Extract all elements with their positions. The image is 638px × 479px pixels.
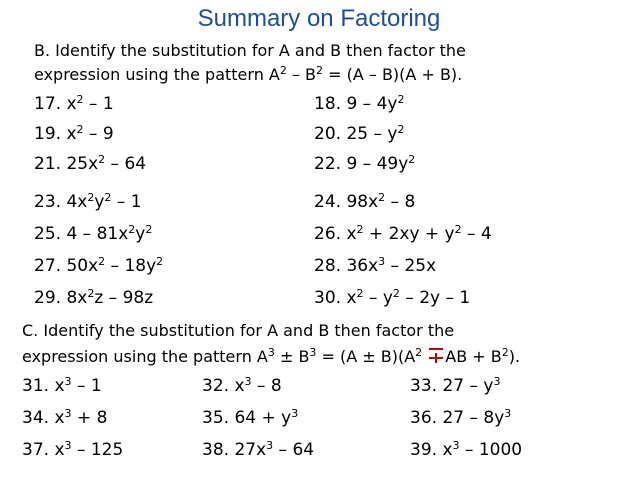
expr: – y	[363, 288, 393, 308]
expr: – 1	[111, 192, 142, 212]
problem-number: 19.	[34, 124, 62, 144]
expr: z – 98z	[94, 288, 154, 308]
problem-18	[314, 92, 404, 116]
problem-24	[314, 190, 415, 214]
expr: 27 – 8y	[442, 408, 505, 428]
exponent: 2	[316, 64, 324, 77]
exponent: 3	[266, 439, 274, 452]
problem-number: 36.	[410, 408, 438, 428]
pattern-text: – B	[286, 65, 317, 84]
exponent: 3	[378, 255, 386, 268]
exponent: 3	[64, 407, 72, 420]
page-title: Summary on Factoring	[197, 5, 441, 32]
problem-number: 24.	[314, 192, 342, 212]
expr: – 2y – 1	[399, 288, 471, 308]
problem-23	[34, 190, 142, 214]
exponent: 2	[76, 123, 84, 136]
expr: 9 – 49y	[346, 154, 409, 174]
exponent: 2	[397, 123, 405, 136]
exponent: 2	[415, 346, 423, 359]
section-c-instruction-line-1: C. Identify the substitution for A and B then factor the	[22, 321, 455, 340]
expr: + 8	[71, 408, 108, 428]
expr: 25 – y	[346, 124, 398, 144]
section-b-instruction-line-2	[34, 64, 462, 86]
problem-39	[410, 438, 522, 462]
expr: – 1	[83, 94, 114, 114]
problem-25	[34, 222, 152, 246]
exponent: 2	[356, 287, 364, 300]
exponent: 3	[504, 407, 512, 420]
expr: 50x	[66, 256, 99, 276]
exponent: 2	[408, 153, 416, 166]
expr: 64 + y	[234, 408, 292, 428]
expr: – 4	[461, 224, 492, 244]
expr: – 1000	[459, 440, 523, 460]
section-b-instruction-line-1: B. Identify the substitution for A and B then factor the	[34, 41, 466, 60]
pattern-text: expression using the pattern A	[34, 65, 280, 84]
exponent: 2	[454, 223, 462, 236]
expr: – 9	[83, 124, 114, 144]
exponent: 3	[452, 439, 460, 452]
problem-number: 22.	[314, 154, 342, 174]
expr: x	[346, 224, 357, 244]
problem-number: 23.	[34, 192, 62, 212]
expr: – 64	[105, 154, 147, 174]
expr: x	[54, 440, 65, 460]
exponent: 2	[87, 287, 95, 300]
problem-number: 18.	[314, 94, 342, 114]
problem-number: 38.	[202, 440, 230, 460]
expr: + 2xy + y	[363, 224, 455, 244]
expr: – 18y	[105, 256, 157, 276]
problem-29	[34, 286, 153, 310]
problem-number: 29.	[34, 288, 62, 308]
pattern-text: AB + B	[445, 347, 502, 366]
problem-26	[314, 222, 492, 246]
pattern-text: expression using the pattern A	[22, 347, 268, 366]
exponent: 3	[291, 407, 299, 420]
problem-30	[314, 286, 470, 310]
exponent: 3	[64, 439, 72, 452]
expr: y	[135, 224, 146, 244]
problem-38	[202, 438, 314, 462]
problem-27	[34, 254, 163, 278]
problem-31	[22, 374, 102, 398]
problem-number: 32.	[202, 376, 230, 396]
expr: – 64	[273, 440, 315, 460]
problem-number: 37.	[22, 440, 50, 460]
problem-35	[202, 406, 298, 430]
problem-number: 39.	[410, 440, 438, 460]
problem-22	[314, 152, 415, 176]
exponent: 3	[244, 375, 252, 388]
expr: 36x	[346, 256, 379, 276]
exponent: 2	[98, 255, 106, 268]
expr: – 8	[251, 376, 282, 396]
expr: x	[346, 288, 357, 308]
expr: 27 – y	[442, 376, 494, 396]
problem-33	[410, 374, 500, 398]
problem-number: 31.	[22, 376, 50, 396]
expr: y	[94, 192, 105, 212]
expr: – 8	[385, 192, 416, 212]
exponent: 2	[128, 223, 136, 236]
problem-number: 21.	[34, 154, 62, 174]
section-c-instruction-line-2	[22, 345, 520, 368]
expr: x	[234, 376, 245, 396]
problem-37	[22, 438, 123, 462]
problem-number: 28.	[314, 256, 342, 276]
problem-number: 26.	[314, 224, 342, 244]
problem-32	[202, 374, 282, 398]
expr: x	[66, 94, 77, 114]
exponent: 3	[309, 346, 317, 359]
problem-number: 35.	[202, 408, 230, 428]
exponent: 2	[392, 287, 400, 300]
expr: – 125	[71, 440, 124, 460]
expr: 9 – 4y	[346, 94, 398, 114]
expr: 98x	[346, 192, 379, 212]
problem-number: 34.	[22, 408, 50, 428]
problem-21	[34, 152, 146, 176]
pattern-text: ).	[508, 347, 521, 366]
exponent: 2	[378, 191, 386, 204]
minus-plus-sign	[427, 345, 445, 365]
expr: 4x	[66, 192, 88, 212]
problem-number: 17.	[34, 94, 62, 114]
problem-19	[34, 122, 114, 146]
problem-36	[410, 406, 511, 430]
expr: 25x	[66, 154, 99, 174]
problem-number: 27.	[34, 256, 62, 276]
exponent: 3	[64, 375, 72, 388]
exponent: 3	[493, 375, 501, 388]
exponent: 2	[98, 153, 106, 166]
problem-number: 33.	[410, 376, 438, 396]
problem-number: 20.	[314, 124, 342, 144]
expr: x	[66, 124, 77, 144]
exponent: 2	[279, 64, 287, 77]
exponent: 2	[156, 255, 164, 268]
problem-number: 25.	[34, 224, 62, 244]
problem-20	[314, 122, 404, 146]
exponent: 2	[397, 93, 405, 106]
problem-28	[314, 254, 436, 278]
exponent: 3	[267, 346, 275, 359]
expr: 27x	[234, 440, 267, 460]
problem-34	[22, 406, 107, 430]
expr: – 1	[71, 376, 102, 396]
pattern-text: ± B	[274, 347, 310, 366]
problem-number: 30.	[314, 288, 342, 308]
exponent: 2	[356, 223, 364, 236]
expr: 4 – 81x	[66, 224, 129, 244]
pattern-text: = (A – B)(A + B).	[323, 65, 463, 84]
expr: x	[54, 408, 65, 428]
exponent: 2	[76, 93, 84, 106]
expr: x	[54, 376, 65, 396]
expr: x	[442, 440, 453, 460]
expr: – 25x	[385, 256, 437, 276]
exponent: 2	[145, 223, 153, 236]
expr: 8x	[66, 288, 88, 308]
exponent: 2	[87, 191, 95, 204]
pattern-text: = (A ± B)(A	[316, 347, 416, 366]
exponent: 2	[104, 191, 112, 204]
problem-17	[34, 92, 114, 116]
exponent: 2	[501, 346, 509, 359]
